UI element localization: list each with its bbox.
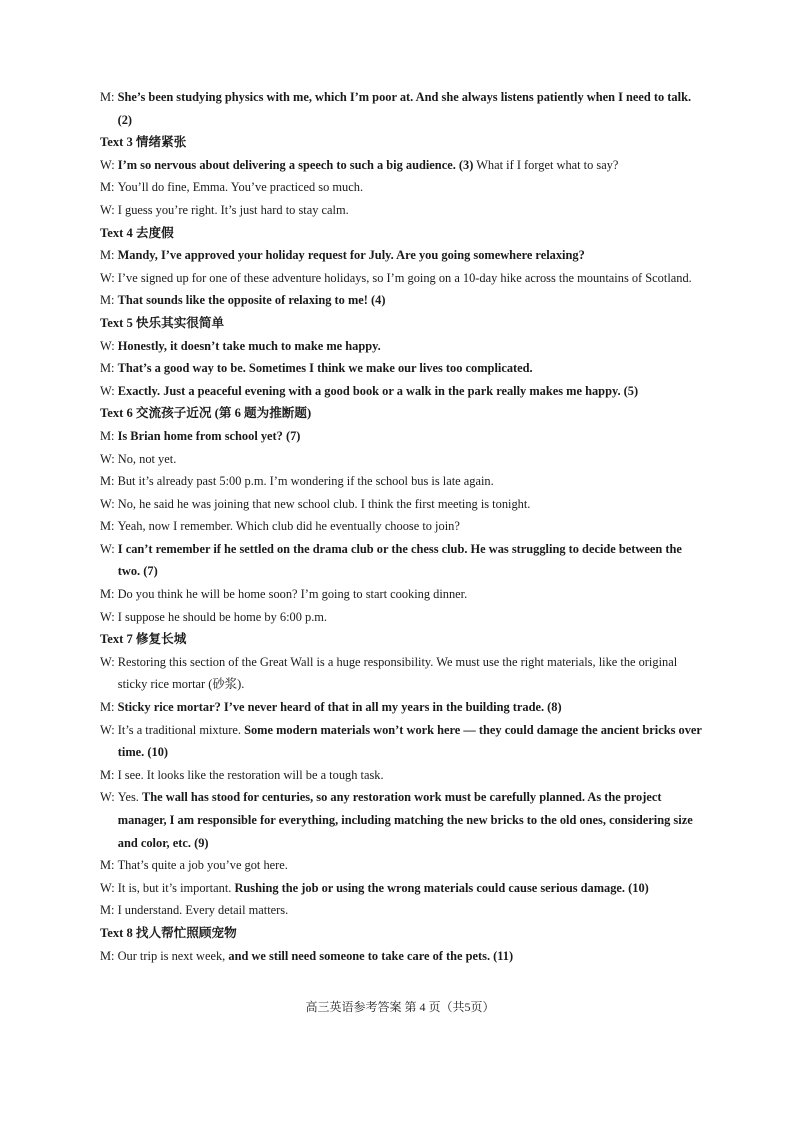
section-heading: Text 6 交流孩子近况 (第 6 题为推断题) bbox=[100, 406, 312, 421]
answer-key-text: Some modern materials won’t work here — they could damage the ancient bricks over time. (10) bbox=[117, 722, 702, 760]
answer-key-text: The wall has stood for centuries, so any restoration work must be carefully planned. As the project manager, I am responsible for everything, including matching the new bricks to the old ones, considering size and color, etc. (9) bbox=[117, 790, 693, 850]
plain-text: Do you think he will be home soon? I’m going to start cooking dinner. bbox=[117, 587, 468, 602]
plain-text: No, not yet. bbox=[117, 451, 177, 466]
dialogue-text bbox=[118, 606, 706, 629]
dialogue-line bbox=[100, 289, 706, 312]
speaker-label: M: bbox=[100, 90, 118, 104]
speaker-label: W: bbox=[100, 338, 118, 353]
dialogue-line bbox=[100, 515, 706, 538]
dialogue-text bbox=[118, 854, 706, 877]
dialogue-line bbox=[100, 696, 706, 719]
plain-text: I suppose he should be home by 6:00 p.m. bbox=[117, 609, 328, 624]
dialogue-text bbox=[118, 899, 706, 922]
section-heading: Text 4 去度假 bbox=[100, 225, 174, 240]
dialogue-text bbox=[118, 515, 706, 538]
dialogue-line bbox=[100, 764, 706, 787]
dialogue-text bbox=[118, 719, 706, 764]
dialogue-text bbox=[118, 493, 706, 516]
plain-text: I’ve signed up for one of these adventure holidays, so I’m going on a 10-day hike across the mountains of Scotland. bbox=[117, 270, 692, 285]
dialogue-text bbox=[118, 289, 706, 312]
plain-text: It’s a traditional mixture. bbox=[117, 722, 245, 737]
dialogue-line bbox=[100, 583, 706, 606]
answer-key-text: That sounds like the opposite of relaxing to me! (4) bbox=[117, 293, 386, 308]
speaker-label: M: bbox=[100, 474, 118, 489]
dialogue-line bbox=[100, 154, 706, 177]
speaker-label: M: bbox=[100, 519, 118, 534]
dialogue-line bbox=[100, 425, 706, 448]
dialogue-text bbox=[118, 651, 706, 696]
dialogue-line bbox=[100, 493, 706, 516]
answer-key-text: Mandy, I’ve approved your holiday request for July. Are you going somewhere relaxing? bbox=[117, 248, 585, 263]
plain-text: Yeah, now I remember. Which club did he eventually choose to join? bbox=[117, 519, 460, 534]
plain-text: That’s quite a job you’ve got here. bbox=[117, 858, 288, 873]
speaker-label: M: bbox=[100, 587, 118, 602]
dialogue-text bbox=[118, 877, 706, 900]
speaker-label: M: bbox=[100, 948, 118, 963]
speaker-label: W: bbox=[100, 383, 118, 398]
dialogue-text bbox=[118, 267, 706, 290]
plain-text: Yes. bbox=[117, 790, 143, 805]
dialogue-line bbox=[100, 606, 706, 629]
speaker-label: M: bbox=[100, 248, 118, 263]
speaker-label: W: bbox=[100, 157, 118, 172]
dialogue-text bbox=[118, 538, 706, 583]
section-heading: Text 3 情绪紧张 bbox=[100, 135, 187, 150]
dialogue-text bbox=[118, 244, 706, 267]
speaker-label: W: bbox=[100, 654, 118, 669]
answer-key-text: Exactly. Just a peaceful evening with a good book or a walk in the park really makes me happy. (5) bbox=[117, 383, 639, 398]
plain-text: No, he said he was joining that new school club. I think the first meeting is tonight. bbox=[117, 496, 531, 511]
speaker-label: M: bbox=[100, 858, 118, 873]
plain-text: I understand. Every detail matters. bbox=[117, 903, 289, 918]
dialogue-text bbox=[118, 357, 706, 380]
speaker-label: M: bbox=[100, 700, 118, 715]
plain-text: What if I forget what to say? bbox=[473, 157, 619, 172]
dialogue-text bbox=[118, 335, 706, 358]
dialogue-text bbox=[118, 199, 706, 222]
page-footer: 高三英语参考答案 第 4 页（共5页） bbox=[305, 1000, 495, 1014]
speaker-label: M: bbox=[100, 293, 118, 308]
plain-text: But it’s already past 5:00 p.m. I’m wondering if the school bus is late again. bbox=[117, 474, 494, 489]
dialogue-text bbox=[118, 448, 706, 471]
dialogue-line bbox=[100, 448, 706, 471]
speaker-label: M: bbox=[100, 767, 118, 782]
speaker-label: W: bbox=[100, 496, 118, 511]
speaker-label: M: bbox=[100, 180, 118, 195]
speaker-label: W: bbox=[100, 880, 118, 895]
answer-key-text: I’m so nervous about delivering a speech to such a big audience. (3) bbox=[117, 157, 474, 172]
dialogue-text bbox=[118, 86, 706, 131]
dialogue-text bbox=[118, 696, 706, 719]
dialogue-text bbox=[118, 583, 706, 606]
speaker-label: W: bbox=[100, 451, 118, 466]
plain-text: I see. It looks like the restoration will be a tough task. bbox=[117, 767, 384, 782]
dialogue-text bbox=[118, 764, 706, 787]
dialogue-line bbox=[100, 786, 706, 854]
dialogue-line bbox=[100, 244, 706, 267]
dialogue-text bbox=[118, 425, 706, 448]
answer-key-text: That’s a good way to be. Sometimes I think we make our lives too complicated. bbox=[117, 361, 533, 376]
answer-key-text: and we still need someone to take care of the pets. (11) bbox=[228, 948, 514, 963]
answer-key-text: She’s been studying physics with me, which I’m poor at. And she always listens patiently when I need to talk. (2) bbox=[117, 90, 692, 127]
speaker-label: W: bbox=[100, 790, 118, 805]
answer-key-text: Is Brian home from school yet? (7) bbox=[117, 428, 301, 443]
dialogue-line bbox=[100, 176, 706, 199]
plain-text: It is, but it’s important. bbox=[117, 880, 235, 895]
dialogue-text bbox=[118, 786, 706, 854]
dialogue-line bbox=[100, 335, 706, 358]
dialogue-text bbox=[118, 176, 706, 199]
answer-key-text: Sticky rice mortar? I’ve never heard of that in all my years in the building trade. (8) bbox=[117, 700, 562, 715]
plain-text: Our trip is next week, bbox=[117, 948, 229, 963]
dialogue-line bbox=[100, 854, 706, 877]
dialogue-line bbox=[100, 719, 706, 764]
answer-key-text: Honestly, it doesn’t take much to make me happy. bbox=[117, 338, 381, 353]
dialogue-line bbox=[100, 380, 706, 403]
speaker-label: W: bbox=[100, 722, 118, 737]
dialogue-line bbox=[100, 538, 706, 583]
speaker-label: M: bbox=[100, 361, 118, 376]
dialogue-text bbox=[118, 945, 706, 968]
speaker-label: W: bbox=[100, 541, 118, 556]
answer-key-text: I can’t remember if he settled on the drama club or the chess club. He was struggling to decide between the two. (7) bbox=[117, 541, 682, 579]
dialogue-line bbox=[100, 877, 706, 900]
dialogue-line bbox=[100, 651, 706, 696]
dialogue-line bbox=[100, 899, 706, 922]
dialogue-line bbox=[100, 470, 706, 493]
dialogue-text bbox=[118, 154, 706, 177]
dialogue-line bbox=[100, 945, 706, 968]
transcript-content bbox=[100, 86, 706, 967]
dialogue-line bbox=[100, 357, 706, 380]
dialogue-line bbox=[100, 267, 706, 290]
dialogue-text bbox=[118, 380, 706, 403]
section-heading: Text 7 修复长城 bbox=[100, 632, 187, 647]
speaker-label: W: bbox=[100, 270, 118, 285]
dialogue-text bbox=[118, 470, 706, 493]
speaker-label: M: bbox=[100, 428, 118, 443]
section-heading: Text 5 快乐其实很简单 bbox=[100, 315, 225, 330]
speaker-label: W: bbox=[100, 202, 118, 217]
section-heading: Text 8 找人帮忙照顾宠物 bbox=[100, 925, 237, 940]
answer-key-text: Rushing the job or using the wrong materials could cause serious damage. (10) bbox=[234, 880, 649, 895]
plain-text: Restoring this section of the Great Wall is a huge responsibility. We must use the right materials, like the original sticky rice mortar (砂浆). bbox=[117, 654, 678, 692]
dialogue-line bbox=[100, 199, 706, 222]
dialogue-line bbox=[100, 86, 706, 131]
speaker-label: M: bbox=[100, 903, 118, 918]
plain-text: You’ll do fine, Emma. You’ve practiced so much. bbox=[117, 180, 364, 195]
plain-text: I guess you’re right. It’s just hard to stay calm. bbox=[117, 202, 349, 217]
speaker-label: W: bbox=[100, 609, 118, 624]
